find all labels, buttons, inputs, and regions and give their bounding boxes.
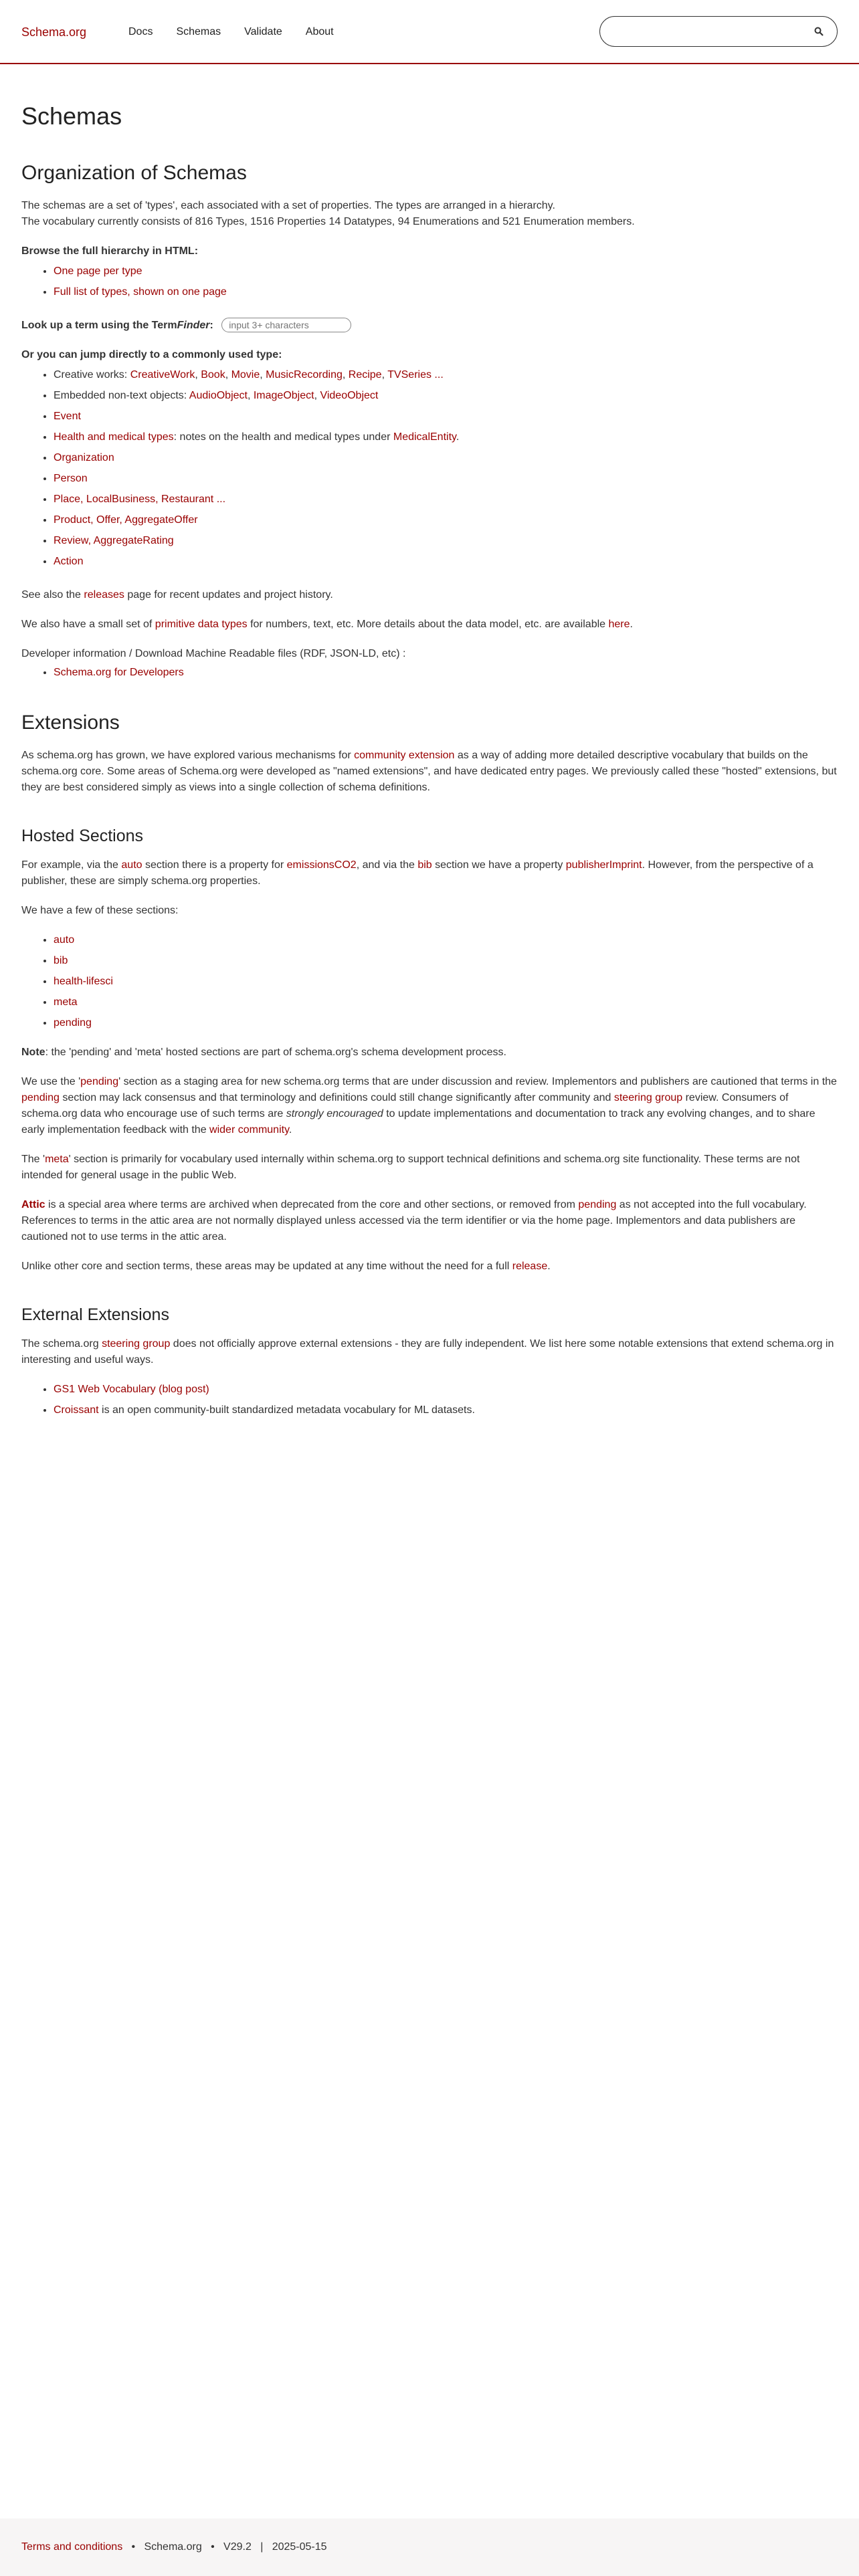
external-steering-group-link[interactable]: steering group [102, 1338, 171, 1350]
steering-group-link[interactable]: steering group [613, 1092, 683, 1103]
common-types-list [21, 367, 838, 570]
hosted-sections-heading: Hosted Sections [21, 827, 144, 845]
terms-link[interactable]: Terms and conditions [21, 2541, 123, 2553]
meta-link[interactable]: meta [45, 1154, 69, 1165]
health-types-link[interactable]: Health and medical types [54, 431, 174, 443]
attic-link[interactable]: Attic [21, 1199, 45, 1210]
unlike-paragraph: Unlike other core and section terms, these areas may be updated at any time without the need for a full release. [21, 1261, 551, 1272]
release-link[interactable]: release [512, 1261, 548, 1272]
attic-paragraph: Attic is a special area where terms are archived when deprecated from the core and other sections, or removed from pending as not accepted into the full vocabulary. References to terms in the attic area are not normally displayed unless accessed via the term identifier or via the home page. Implementors and data publishers are cautioned not to use terms in the attic area. [21, 1199, 807, 1243]
jump-label: Or you can jump directly to a commonly used type: [21, 349, 282, 360]
pending-link[interactable]: pending [80, 1076, 119, 1087]
imageobject-link[interactable]: ImageObject [253, 390, 314, 401]
list-item [54, 953, 838, 969]
search-icon[interactable] [814, 27, 824, 36]
list-item [54, 974, 838, 990]
primitive-paragraph: We also have a small set of primitive data types for numbers, text, etc. More details about the data model, etc. are available here. [21, 619, 633, 630]
product-link[interactable]: Product, Offer, AggregateOffer [54, 514, 198, 526]
creativework-link[interactable]: CreativeWork [130, 369, 195, 381]
footer-bar: | [260, 2541, 264, 2553]
term-finder-input[interactable] [221, 318, 351, 332]
emissionsco2-link[interactable]: emissionsCO2 [286, 859, 357, 871]
external-list [21, 1382, 838, 1418]
croissant-link[interactable]: Croissant [54, 1404, 99, 1416]
term-finder-label: Look up a term using the TermFinder: [21, 320, 213, 331]
videoobject-link[interactable]: VideoObject [320, 390, 379, 401]
primitive-data-types-link[interactable]: primitive data types [155, 619, 248, 630]
list-item [54, 1015, 838, 1031]
tvseries-link[interactable]: TVSeries ... [387, 369, 444, 381]
sections-list [21, 932, 838, 1031]
medicalentity-link[interactable]: MedicalEntity [393, 431, 456, 443]
browse-list [21, 263, 838, 300]
list-item: • Creative works: CreativeWork, Book, Movie, MusicRecording, Recipe, TVSeries ... [54, 367, 838, 383]
recipe-link[interactable]: Recipe [348, 369, 382, 381]
hosted-example-paragraph: For example, via the auto section there is a property for emissionsCO2, and via the bib section we have a property publisherImprint. However, from the perspective of a publisher, these are simply schema.org properties. [21, 859, 814, 887]
list-item: • Health and medical types: notes on the health and medical types under MedicalEntity. [54, 429, 838, 445]
publisherimprint-link[interactable]: publisherImprint [565, 859, 642, 871]
developer-list [21, 665, 838, 681]
main-nav [128, 24, 357, 40]
one-page-per-type-link[interactable]: One page per type [54, 265, 142, 277]
developer-label: Developer information / Download Machine Readable files (RDF, JSON-LD, etc) : [21, 648, 406, 659]
list-item [54, 409, 838, 425]
footer-version: V29.2 [223, 2541, 252, 2553]
bib-link[interactable]: bib [417, 859, 432, 871]
event-link[interactable]: Event [54, 411, 81, 422]
extensions-paragraph: As schema.org has grown, we have explored various mechanisms for community extension as a way of adding more detailed descriptive vocabulary that builds on the schema.org core. Some areas of Schema.org were developed as "named extensions", and have dedicated entry pages. We previously called these "hosted" extensions, but they are best considered simply as views into a single collection of schema definitions. [21, 750, 837, 793]
list-item: • Embedded non-text objects: AudioObject, ImageObject, VideoObject [54, 388, 838, 404]
site-header [0, 0, 859, 64]
extensions-heading: Extensions [21, 712, 120, 734]
pending-paragraph: We use the 'pending' section as a staging area for new schema.org terms that are under discussion and review. Implementors and publishers are cautioned that terms in the pending section may lack consensus and that terminology and definitions could still change significantly after community and steering group review. Consumers of schema.org data who encourage use of such terms are strongly encouraged to update implementations and documentation to track any evolving changes, and to share early implementation feedback with the wider community. [21, 1076, 837, 1136]
person-link[interactable]: Person [54, 473, 88, 484]
list-item [54, 932, 838, 948]
external-paragraph: The schema.org steering group does not officially approve external extensions - they are fully independent. We list here some notable extensions that extend schema.org in interesting and useful ways. [21, 1338, 834, 1366]
pending-link-2[interactable]: pending [21, 1092, 60, 1103]
note-paragraph: Note: the 'pending' and 'meta' hosted sections are part of schema.org's schema development process. [21, 1047, 506, 1058]
list-item: • Croissant is an open community-built standardized metadata vocabulary for ML datasets. [54, 1402, 838, 1418]
releases-paragraph: See also the releases page for recent updates and project history. [21, 589, 333, 601]
section-health-lifesci-link[interactable]: health-lifesci [54, 976, 113, 987]
meta-paragraph: The 'meta' section is primarily for vocabulary used internally within schema.org to support technical definitions and schema.org site functionality. These terms are not intended for general usage in the public Web. [21, 1154, 800, 1181]
auto-link[interactable]: auto [121, 859, 142, 871]
list-item [54, 533, 838, 549]
full-list-link[interactable]: Full list of types, shown on one page [54, 286, 227, 298]
list-item [54, 492, 838, 508]
footer-separator: • [131, 2541, 136, 2553]
releases-link[interactable]: releases [84, 589, 124, 601]
list-item [54, 450, 838, 466]
intro-paragraph: The schemas are a set of 'types', each associated with a set of properties. The types are arranged in a hierarchy. The vocabulary currently consists of 816 Types, 1516 Properties 14 Datatypes, 94 Enumerations and 521 Enumeration members. [21, 200, 635, 227]
section-meta-link[interactable]: meta [54, 996, 78, 1008]
musicrecording-link[interactable]: MusicRecording [266, 369, 343, 381]
nav-validate[interactable]: Validate [244, 26, 282, 37]
search-input[interactable] [613, 25, 817, 37]
place-link[interactable]: Place, LocalBusiness, Restaurant ... [54, 494, 226, 505]
list-item [54, 284, 838, 300]
footer-separator: • [211, 2541, 215, 2553]
action-link[interactable]: Action [54, 556, 84, 567]
section-bib-link[interactable]: bib [54, 955, 68, 966]
data-model-link[interactable]: here [608, 619, 630, 630]
section-auto-link[interactable]: auto [54, 934, 75, 946]
movie-link[interactable]: Movie [231, 369, 260, 381]
search-box [599, 16, 838, 47]
list-item [54, 263, 838, 280]
main-content [21, 64, 838, 1436]
nav-schemas[interactable]: Schemas [176, 26, 221, 37]
attic-pending-link[interactable]: pending [578, 1199, 617, 1210]
community-extension-link[interactable]: community extension [354, 750, 455, 761]
site-logo[interactable]: Schema.org [21, 25, 87, 39]
list-item [54, 994, 838, 1010]
audioobject-link[interactable]: AudioObject [189, 390, 248, 401]
gs1-blog-post-link[interactable]: blog post [162, 1384, 206, 1395]
list-item [54, 512, 838, 528]
review-link[interactable]: Review, AggregateRating [54, 535, 174, 546]
nav-docs[interactable]: Docs [128, 26, 153, 37]
few-sections-label: We have a few of these sections: [21, 905, 179, 916]
external-extensions-heading: External Extensions [21, 1305, 169, 1324]
browse-label: Browse the full hierarchy in HTML: [21, 245, 199, 257]
footer-site: Schema.org [144, 2541, 202, 2553]
footer-date: 2025-05-15 [272, 2541, 327, 2553]
page-title: Schemas [21, 102, 122, 130]
book-link[interactable]: Book [201, 369, 225, 381]
gs1-link[interactable]: GS1 Web Vocabulary [54, 1384, 156, 1395]
section-pending-link[interactable]: pending [54, 1017, 92, 1029]
nav-about[interactable]: About [305, 26, 334, 37]
site-footer [0, 2518, 859, 2576]
organization-link[interactable]: Organization [54, 452, 114, 463]
list-item [54, 471, 838, 487]
list-item [54, 554, 838, 570]
term-finder-row [21, 318, 838, 334]
developers-link[interactable]: Schema.org for Developers [54, 667, 184, 678]
list-item: • GS1 Web Vocabulary (blog post) [54, 1382, 838, 1398]
organization-heading: Organization of Schemas [21, 162, 247, 184]
list-item [54, 665, 838, 681]
wider-community-link[interactable]: wider community [209, 1124, 289, 1136]
